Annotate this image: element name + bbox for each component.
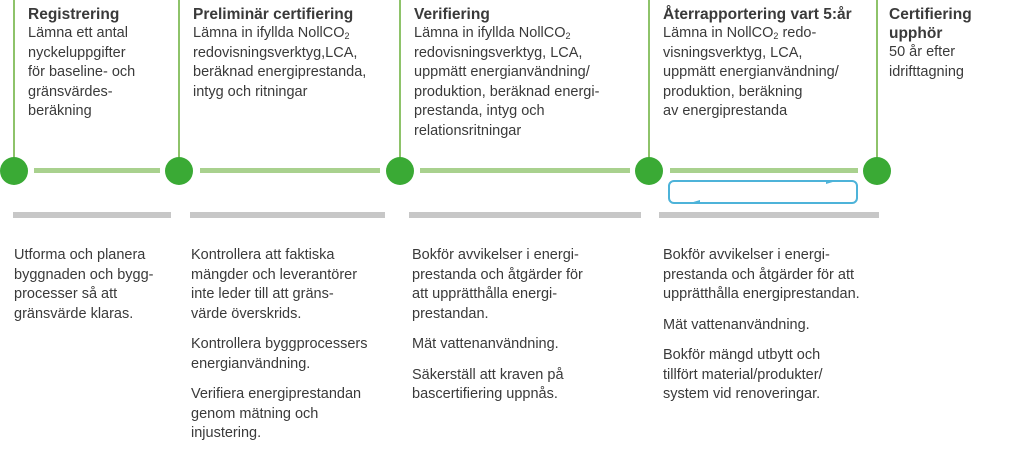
milestone-dot-2 xyxy=(165,157,193,185)
activity-paragraph: Utforma och planera byggnaden och bygg- processer så att gränsvärde klaras. xyxy=(14,247,154,322)
activity-bar-2 xyxy=(190,212,385,218)
phase-divider-4 xyxy=(648,0,650,158)
activity-column-1 xyxy=(14,246,179,335)
activity-paragraph: Mät vattenanvändning. xyxy=(412,336,559,352)
activity-paragraph: Kontrollera att faktiska mängder och leverantörer inte leder till att gräns- värde överskrids. xyxy=(191,247,358,322)
timeline-segment-4 xyxy=(670,168,858,173)
milestone-dot-5 xyxy=(863,157,891,185)
phase-title: Preliminär certifiering xyxy=(193,6,354,23)
phase-text: Lämna in ifyllda NollCO$_2$ redovisningsverktyg,LCA, beräknad energiprestanda, intyg och ritningar xyxy=(193,25,367,100)
recurring-loop-icon xyxy=(668,180,858,204)
activity-column-4 xyxy=(663,246,903,416)
phase-divider-1 xyxy=(13,0,15,158)
phase-title: Certifiering upphör xyxy=(889,6,972,42)
phase-text: Lämna in ifyllda NollCO$_2$ redovisningsverktyg, LCA, uppmätt energianvändning/ produktion, beräknad energi- prestanda, intyg och relationsritningar xyxy=(414,25,600,139)
activity-paragraph: Verifiera energiprestandan genom mätning och injustering. xyxy=(191,386,362,441)
phase-certifiering-upphor xyxy=(889,5,1019,82)
phase-divider-2 xyxy=(178,0,180,158)
phase-text: Lämna ett antal nyckeluppgifter för baseline- och gränsvärdes- beräkning xyxy=(28,25,136,119)
milestone-dot-1 xyxy=(0,157,28,185)
phase-title: Registrering xyxy=(28,6,120,23)
activity-column-2 xyxy=(191,246,406,455)
activity-paragraph: Mät vattenanvändning. xyxy=(663,316,810,333)
activity-paragraph: Kontrollera byggprocessers energianvändning. xyxy=(191,336,368,372)
phase-aterrapportering xyxy=(663,5,875,122)
phase-registrering xyxy=(28,5,178,122)
milestone-dot-3 xyxy=(386,157,414,185)
activity-paragraph: Bokför mängd utbytt och tillfört material/produkter/ system vid renoveringar. xyxy=(663,347,823,402)
activity-paragraph: Bokför avvikelser i energi- prestanda och åtgärder för att upprätthålla energi- prestandan. xyxy=(412,247,583,322)
timeline-segment-3 xyxy=(420,168,630,173)
milestone-dot-4 xyxy=(635,157,663,185)
timeline-segment-2 xyxy=(200,168,380,173)
phase-divider-5 xyxy=(876,0,878,158)
phase-text: Lämna in NollCO$_2$ redo- visningsverktyg, LCA, uppmätt energianvändning/ produktion, beräkning av energiprestanda xyxy=(663,25,839,119)
activity-paragraph: Säkerställ att kraven på bascertifiering uppnås. xyxy=(412,366,564,402)
phase-verifiering xyxy=(414,5,644,141)
activity-bar-3 xyxy=(409,212,641,218)
phase-text: 50 år efter idrifttagning xyxy=(889,44,964,80)
phase-preliminar-certifiering xyxy=(193,5,393,102)
phase-title: Verifiering xyxy=(414,6,490,23)
activity-bar-4 xyxy=(659,212,879,218)
timeline-segment-1 xyxy=(34,168,160,173)
phase-title: Återrapportering vart 5:år xyxy=(663,6,852,23)
activity-paragraph: Bokför avvikelser i energi- prestanda och åtgärder för att upprätthålla energiprestandan. xyxy=(663,247,860,302)
phase-divider-3 xyxy=(399,0,401,158)
activity-column-3 xyxy=(412,246,647,416)
activity-bar-1 xyxy=(13,212,171,218)
